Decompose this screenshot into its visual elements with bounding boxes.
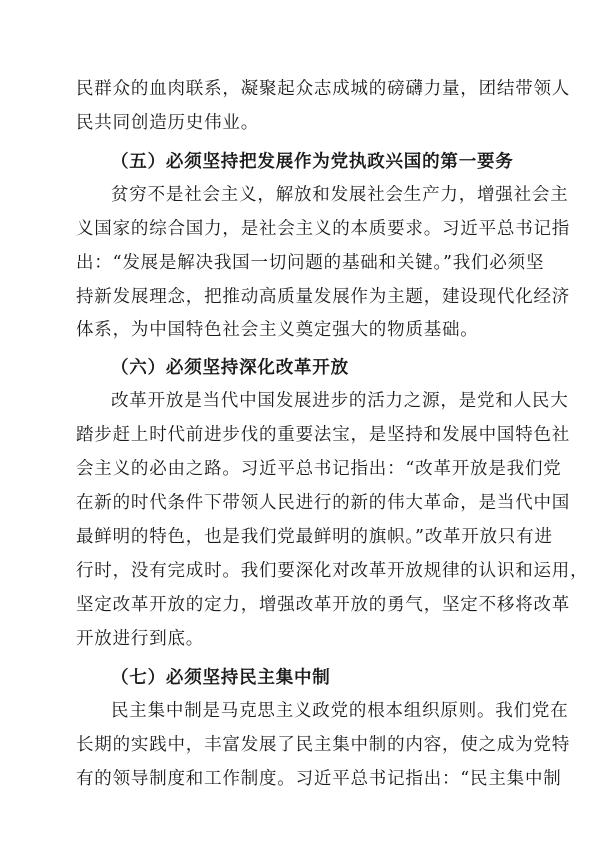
paragraph-line: 民共同创造历史伟业。 — [76, 113, 259, 133]
section-heading-6: （六）必须坚持深化改革开放 — [111, 358, 349, 378]
paragraph-line: 在新的时代条件下带领人民进行的新的伟大革命，是当代中国 — [76, 493, 571, 513]
paragraph-line: 改革开放是当代中国发展进步的活力之源，是党和人民大 — [111, 391, 569, 411]
paragraph-line: 体系，为中国特色社会主义奠定强大的物质基础。 — [76, 320, 479, 340]
section-heading-7: （七）必须坚持民主集中制 — [111, 668, 331, 688]
paragraph-line: 义国家的综合国力，是社会主义的本质要求。习近平总书记指 — [76, 219, 571, 239]
paragraph-line: 坚定改革开放的定力，增强改革开放的勇气，坚定不移将改革 — [76, 595, 571, 615]
paragraph-line: 会主义的必由之路。习近平总书记指出：“改革开放是我们党 — [76, 459, 562, 479]
paragraph-line: 民群众的血肉联系，凝聚起众志成城的磅礴力量，团结带领人 — [76, 79, 571, 99]
paragraph-line: 贫穷不是社会主义，解放和发展社会生产力，增强社会主 — [111, 185, 569, 205]
paragraph-line: 民主集中制是马克思主义政党的根本组织原则。我们党在 — [111, 701, 569, 721]
section-heading-5: （五）必须坚持把发展作为党执政兴国的第一要务 — [111, 152, 514, 172]
paragraph-line: 持新发展理念，把推动高质量发展作为主题，建设现代化经济 — [76, 287, 571, 307]
paragraph-line: 开放进行到底。 — [76, 629, 205, 649]
paragraph-line: 最鲜明的特色，也是我们党最鲜明的旗帜。”改革开放只有进 — [76, 527, 553, 547]
paragraph-line: 有的领导制度和工作制度。习近平总书记指出：“民主集中制 — [76, 769, 562, 789]
paragraph-line: 出：“发展是解决我国一切问题的基础和关键。”我们必须坚 — [76, 253, 545, 273]
paragraph-line: 长期的实践中，丰富发展了民主集中制的内容，使之成为党特 — [76, 735, 571, 755]
paragraph-line: 行时，没有完成时。我们要深化对改革开放规律的认识和运用， — [76, 561, 589, 581]
paragraph-line: 踏步赶上时代前进步伐的重要法宝，是坚持和发展中国特色社 — [76, 425, 571, 445]
